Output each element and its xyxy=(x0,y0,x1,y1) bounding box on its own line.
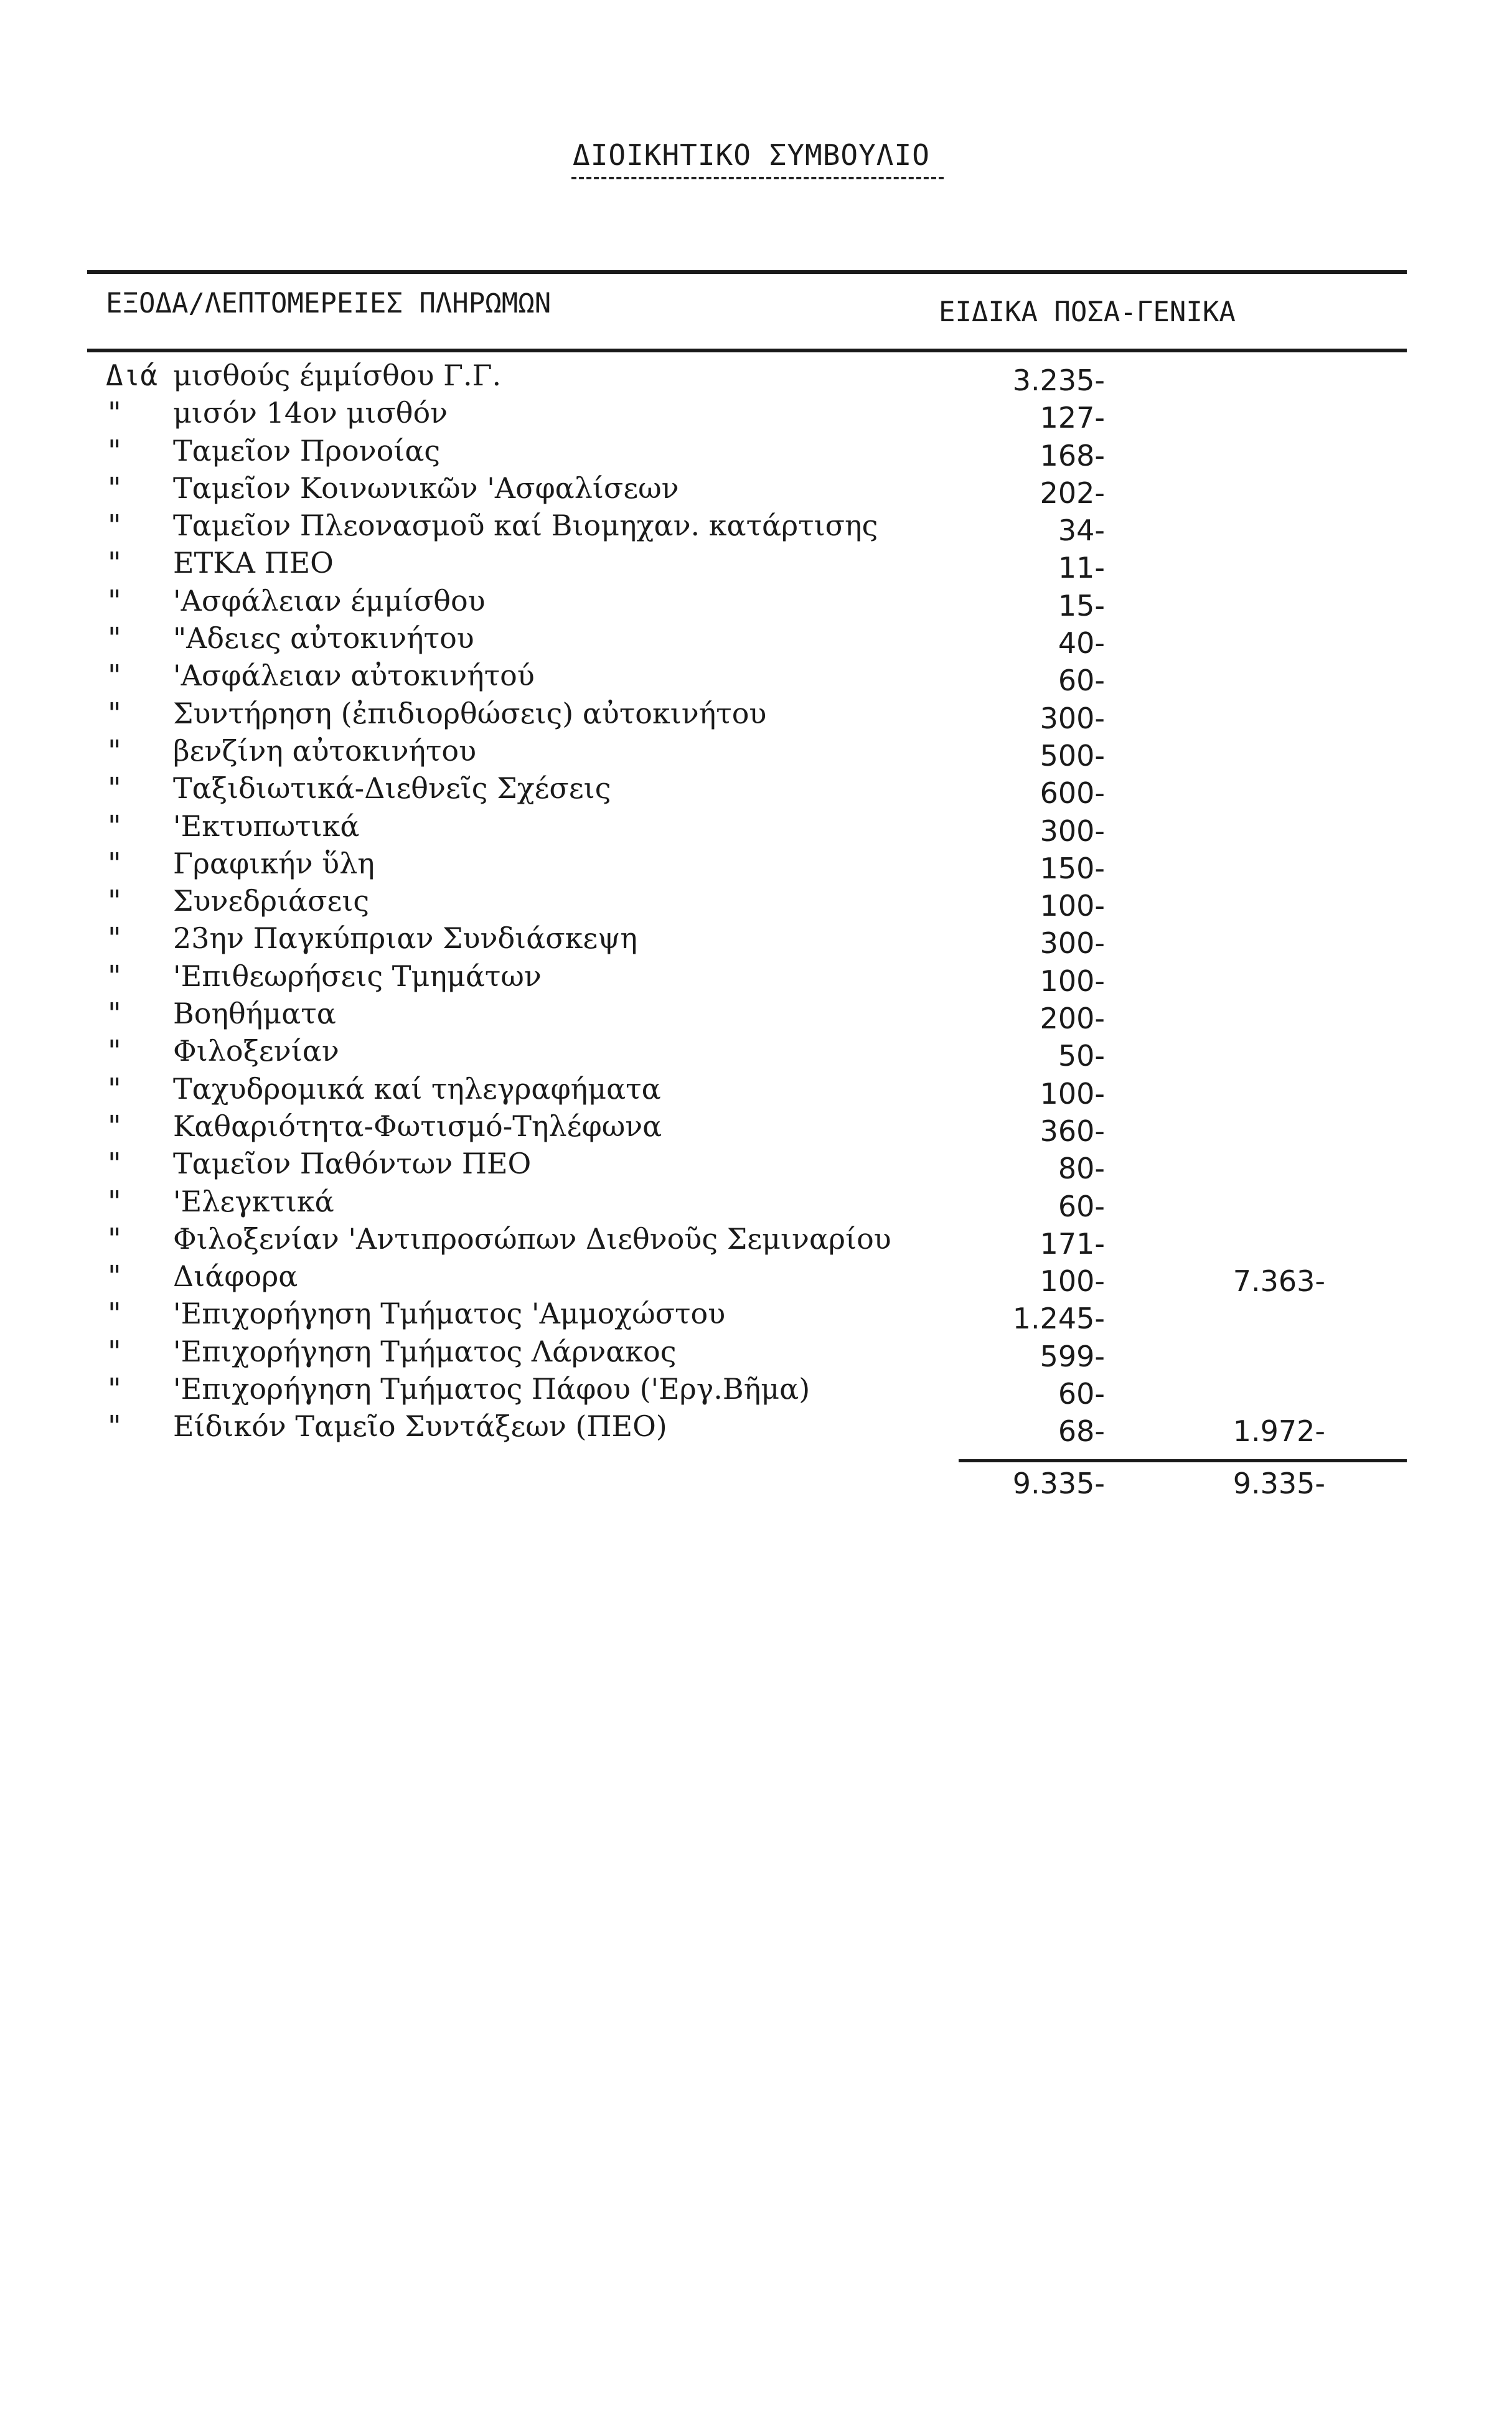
row-lead: " xyxy=(106,1147,123,1181)
row-description: 'Επιχορήγηση Τμήματος Λάρνακος xyxy=(173,1334,677,1368)
row-lead: " xyxy=(106,1297,123,1331)
row-description: Συντήρηση (ἐπιδιορθώσεις) αὐτοκινήτου xyxy=(173,696,767,730)
expense-list xyxy=(0,355,1512,1449)
row-description: 'Ελεγκτικά xyxy=(173,1184,334,1218)
row-lead: " xyxy=(106,921,123,956)
row-lead: " xyxy=(106,509,123,543)
table-row xyxy=(0,1406,1512,1449)
row-amount: 100- xyxy=(1040,964,1105,998)
row-description: 'Εκτυπωτικά xyxy=(173,809,360,843)
column-header-amounts: ΕΙΔΙΚΑ ΠΟΣΑ-ΓΕΝΙΚΑ xyxy=(939,296,1236,328)
row-lead: " xyxy=(106,1109,123,1143)
row-amount: 100- xyxy=(1040,1076,1105,1111)
table-row xyxy=(0,1331,1512,1373)
row-lead: " xyxy=(106,1372,123,1406)
row-lead: " xyxy=(106,583,123,618)
row-description: Φιλοξενίαν 'Αντιπροσώπων Διεθνοῦς Σεμιναρίου xyxy=(173,1221,891,1256)
row-amount: 60- xyxy=(1058,664,1105,698)
table-row xyxy=(0,730,1512,773)
table-row xyxy=(0,505,1512,548)
header-top-rule xyxy=(87,270,1407,274)
row-lead: " xyxy=(106,471,123,505)
table-row xyxy=(0,768,1512,811)
row-amount: 200- xyxy=(1040,1002,1105,1036)
row-lead: " xyxy=(106,1259,123,1294)
table-row xyxy=(0,1256,1512,1299)
row-description: Ταμεῖον Προνοίας xyxy=(173,433,441,468)
row-amount: 300- xyxy=(1040,701,1105,735)
row-amount: 11- xyxy=(1058,551,1105,585)
table-row xyxy=(0,1143,1512,1186)
totals-rule xyxy=(959,1459,1407,1462)
table-row xyxy=(0,1218,1512,1261)
row-description: 'Επιχορήγηση Τμήματος 'Αμμοχώστου xyxy=(173,1297,726,1331)
row-amount: 300- xyxy=(1040,926,1105,961)
table-row xyxy=(0,1068,1512,1111)
row-description: 'Ασφάλειαν έμμίσθου xyxy=(173,583,486,618)
table-row xyxy=(0,1030,1512,1073)
row-lead: " xyxy=(106,659,123,693)
row-description: 'Επιχορήγηση Τμήματος Πάφου ('Εργ.Βῆμα) xyxy=(173,1372,810,1406)
row-amount: 171- xyxy=(1040,1226,1105,1261)
table-row xyxy=(0,1181,1512,1223)
row-lead: " xyxy=(106,1184,123,1218)
row-lead: " xyxy=(106,997,123,1031)
row-lead: " xyxy=(106,771,123,806)
row-amount: 50- xyxy=(1058,1039,1105,1073)
header-bottom-rule xyxy=(87,349,1407,352)
row-amount: 600- xyxy=(1040,776,1105,811)
table-row xyxy=(0,1106,1512,1148)
row-amount: 300- xyxy=(1040,814,1105,848)
row-lead: " xyxy=(106,621,123,656)
row-amount: 34- xyxy=(1058,514,1105,548)
row-description: Ταμεῖον Κοινωνικῶν 'Ασφαλίσεων xyxy=(173,471,679,505)
row-amount: 40- xyxy=(1058,626,1105,660)
row-amount: 360- xyxy=(1040,1114,1105,1148)
row-description: μισθούς έμμίσθου Γ.Γ. xyxy=(173,359,502,392)
row-amount: 80- xyxy=(1058,1152,1105,1186)
row-description: μισόν 14ον μισθόν xyxy=(173,396,448,430)
row-amount: 3.235- xyxy=(1012,364,1105,397)
row-description: Καθαριότητα-Φωτισμό-Τηλέφωνα xyxy=(173,1109,662,1143)
table-row xyxy=(0,430,1512,472)
row-description: Διάφορα xyxy=(173,1259,298,1294)
table-row xyxy=(0,806,1512,848)
column-header-details: ΕΞΟΔΑ/ΛΕΠΤΟΜΕΡΕΙΕΣ ΠΛΗΡΩΜΩΝ xyxy=(106,288,552,319)
row-description: Συνεδριάσεις xyxy=(173,884,370,918)
row-amount: 150- xyxy=(1040,851,1105,885)
row-amount: 60- xyxy=(1058,1189,1105,1223)
row-lead: " xyxy=(106,396,123,430)
table-row xyxy=(0,843,1512,885)
row-description: 'Ασφάλειαν αὐτοκινήτού xyxy=(173,659,535,693)
table-row xyxy=(0,1368,1512,1411)
row-amount: 60- xyxy=(1058,1377,1105,1411)
row-amount: 500- xyxy=(1040,738,1105,773)
table-row xyxy=(0,392,1512,435)
table-row xyxy=(0,355,1512,397)
row-description: Φιλοξενίαν xyxy=(173,1034,339,1068)
row-description: ΕΤΚΑ ΠΕΟ xyxy=(173,546,334,580)
table-row xyxy=(0,580,1512,623)
table-row xyxy=(0,956,1512,998)
row-description: βενζίνη αὐτοκινήτου xyxy=(173,733,477,768)
row-description: Είδικόν Ταμεῖο Συντάξεων (ΠΕΟ) xyxy=(173,1409,667,1444)
row-description: Βοηθήματα xyxy=(173,997,336,1031)
row-description: Ταμεῖον Παθόντων ΠΕΟ xyxy=(173,1147,532,1181)
row-lead: " xyxy=(106,1409,123,1444)
row-lead: " xyxy=(106,1334,123,1368)
total-general-amount: 9.335- xyxy=(1233,1467,1325,1500)
row-lead: " xyxy=(106,1221,123,1256)
row-amount: 100- xyxy=(1040,889,1105,923)
table-row xyxy=(0,1293,1512,1336)
row-amount: 1.245- xyxy=(1012,1302,1105,1336)
row-lead: " xyxy=(106,846,123,880)
row-lead: " xyxy=(106,546,123,580)
row-amount: 15- xyxy=(1058,588,1105,623)
table-row xyxy=(0,918,1512,961)
row-lead: " xyxy=(106,959,123,993)
row-description: 23ην Παγκύπριαν Συνδιάσκεψη xyxy=(173,921,637,956)
table-row xyxy=(0,618,1512,660)
row-lead: Διά xyxy=(106,359,158,392)
row-lead: " xyxy=(106,696,123,730)
row-amount: 599- xyxy=(1040,1339,1105,1373)
table-row xyxy=(0,542,1512,585)
row-lead: " xyxy=(106,1034,123,1068)
table-row xyxy=(0,993,1512,1036)
total-special-amount: 9.335- xyxy=(1012,1467,1105,1500)
row-amount: 127- xyxy=(1040,401,1105,435)
title-underline xyxy=(571,177,944,179)
page-title: ΔΙΟΙΚΗΤΙΚΟ ΣΥΜΒΟΥΛΙΟ xyxy=(573,138,930,172)
row-description: Ταμεῖον Πλεονασμοῦ καί Βιομηχαν. κατάρτισης xyxy=(173,509,878,543)
row-lead: " xyxy=(106,733,123,768)
table-row xyxy=(0,468,1512,510)
row-description: 'Επιθεωρήσεις Τμημάτων xyxy=(173,959,542,993)
row-lead: " xyxy=(106,809,123,843)
row-description: Ταξιδιωτικά-Διεθνεῖς Σχέσεις xyxy=(173,771,611,806)
row-amount: 168- xyxy=(1040,438,1105,472)
table-row xyxy=(0,655,1512,698)
table-row xyxy=(0,693,1512,735)
row-amount: 68- xyxy=(1058,1414,1105,1449)
row-amount: 202- xyxy=(1040,476,1105,510)
row-description: Γραφικήν ὕλη xyxy=(173,846,375,880)
row-general-total: 7.363- xyxy=(1233,1264,1325,1299)
row-general-total: 1.972- xyxy=(1233,1414,1325,1449)
row-amount: 100- xyxy=(1040,1264,1105,1299)
row-description: Ταχυδρομικά καί τηλεγραφήματα xyxy=(173,1071,661,1106)
row-lead: " xyxy=(106,1071,123,1106)
row-lead: " xyxy=(106,433,123,468)
row-lead: " xyxy=(106,884,123,918)
row-description: "Αδειες αὐτοκινήτου xyxy=(173,621,474,656)
table-row xyxy=(0,880,1512,923)
